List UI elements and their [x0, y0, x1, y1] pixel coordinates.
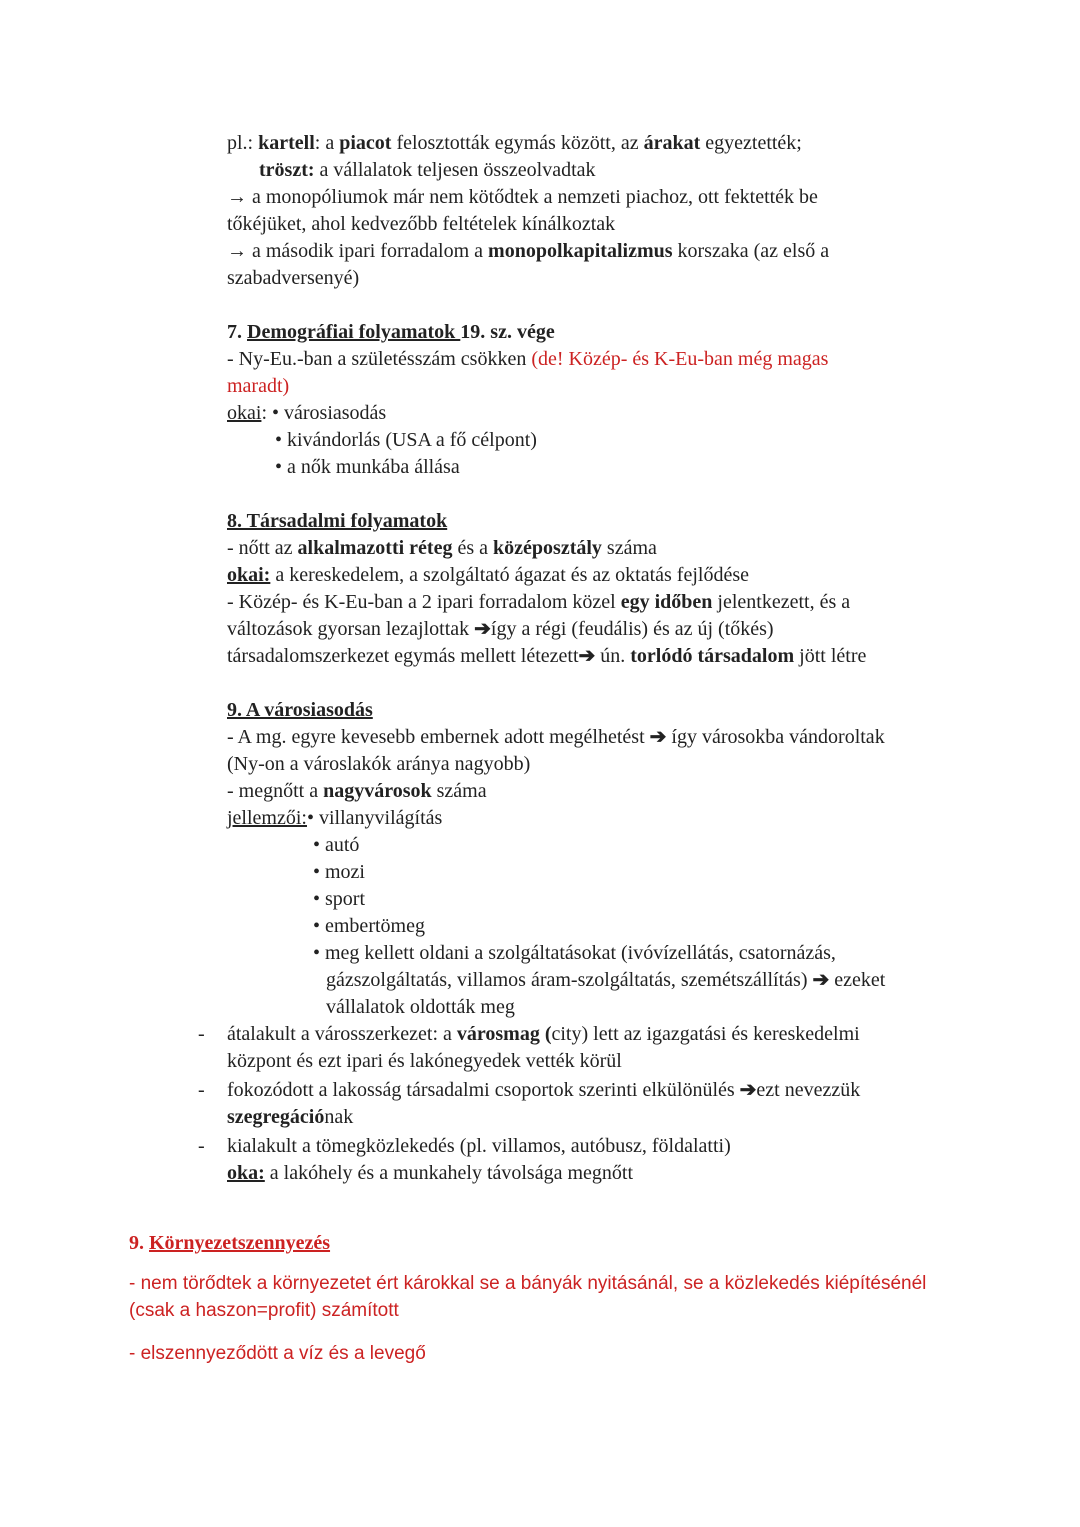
text: jelentkezett, és a [712, 591, 851, 613]
monopoly-line: → a monopóliumok már nem kötődtek a nemzeti piachoz, ott fektették be [227, 186, 818, 208]
causes-item-2: • kivándorlás (USA a fő célpont) [275, 429, 537, 451]
section-title: 9. A városiasodás [227, 699, 373, 721]
section-title: Demográfiai folyamatok [247, 321, 461, 343]
segregation-line-2 [227, 1104, 353, 1131]
cause-label: oka: [227, 1162, 265, 1184]
arrow-right-icon: ➔ [649, 726, 667, 748]
migration-line-2: (Ny-on a városlakók aránya nagyobb) [227, 753, 531, 775]
features-item-4: • sport [313, 888, 366, 910]
text: fokozódott a lakosság társadalmi csoportok szerinti elkülönülés [227, 1079, 740, 1101]
text: száma [601, 537, 657, 559]
pollution-line-2: (csak a haszon=profit) számított [129, 1300, 399, 1321]
text: nak [324, 1106, 354, 1128]
causes-item-1 [227, 400, 386, 427]
section-pollution-heading [129, 1230, 330, 1257]
section-title: Környezetszennyezés [149, 1232, 331, 1254]
features-item-6-cont [326, 967, 885, 994]
term: alkalmazotti réteg [297, 537, 453, 559]
causes-line [227, 562, 749, 589]
term: torlódó társadalom [630, 645, 795, 667]
features-item-6: • meg kellett oldani a szolgáltatásokat (ivóvízellátás, csatornázás, [313, 942, 836, 964]
text: változások gyorsan lezajlottak [227, 618, 475, 640]
term: szegregáció [227, 1106, 325, 1128]
citystructure-line [227, 1021, 860, 1048]
middleclass-line [227, 535, 657, 562]
term-monopolkapitalizmus: monopolkapitalizmus [488, 240, 673, 262]
text: így városokba vándoroltak [666, 726, 885, 748]
migration-line [227, 724, 885, 751]
features-label: jellemzői: [227, 807, 307, 829]
features-item-5: • embertömeg [313, 915, 425, 937]
second-revolution-line [227, 238, 829, 265]
dash-bullet: - [198, 1079, 205, 1101]
arrow-right-icon: ➔ [739, 1079, 757, 1101]
text: társadalomszerkezet egymás mellett létezett [227, 645, 579, 667]
text: átalakult a városszerkezet: a [227, 1023, 457, 1045]
text: city) lett az igazgatási és kereskedelmi [551, 1023, 860, 1045]
term-arakat: árakat [643, 132, 701, 154]
text: a kereskedelem, a szolgáltató ágazat és az oktatás fejlődése [270, 564, 749, 586]
section-number: 9. [129, 1232, 149, 1254]
term-troszt: tröszt: [259, 159, 315, 181]
section-title: 8. Társadalmi folyamatok [227, 510, 448, 532]
term: városmag ( [456, 1023, 552, 1045]
arrow-right-icon: ➔ [578, 645, 596, 667]
cartel-line [227, 130, 802, 157]
text: ezeket [829, 969, 886, 991]
features-item-6-cont-2: vállalatok oldották meg [326, 996, 515, 1018]
text: ezt nevezzük [756, 1079, 861, 1101]
segregation-line [227, 1077, 860, 1104]
pollution-line-3: - elszennyeződött a víz és a levegő [129, 1343, 426, 1364]
text: pl.: [227, 132, 259, 154]
red-note-2: maradt) [227, 375, 290, 397]
bigcities-line [227, 778, 487, 805]
causes-label: okai [227, 402, 262, 424]
east-europe-line-2 [227, 616, 774, 643]
features-item-1 [227, 805, 442, 832]
birthrate-line [227, 346, 828, 373]
text: - Közép- és K-Eu-ban a 2 ipari forradalom közel [227, 591, 621, 613]
text: - Ny-Eu.-ban a születésszám csökken [227, 348, 532, 370]
section-title-tail: 19. sz. vége [460, 321, 555, 343]
text: - A mg. egyre kevesebb embernek adott megélhetést [227, 726, 650, 748]
term-piacot: piacot [339, 132, 392, 154]
term-kartell: kartell [258, 132, 315, 154]
pollution-line-1: - nem törődtek a környezetet ért károkkal se a bányák nyitásánál, se a közlekedés kiépítésénél [129, 1273, 927, 1294]
text: gázszolgáltatás, villamos áram-szolgáltatás, szemétszállítás) [326, 969, 813, 991]
section-7-heading [227, 319, 555, 346]
text: - megnőtt a [227, 780, 324, 802]
text: jött létre [794, 645, 867, 667]
second-revolution-line-2: szabadversenyé) [227, 267, 360, 289]
dash-bullet: - [198, 1023, 205, 1045]
arrow-right-icon: ➔ [474, 618, 491, 640]
causes-item-3: • a nők munkába állása [275, 456, 460, 478]
monopoly-line-2: tőkéjüket, ahol kedvezőbb feltételek kínálkoztak [227, 213, 616, 235]
east-europe-line-3 [227, 643, 866, 670]
text: egyeztették; [700, 132, 802, 154]
trust-line [259, 157, 596, 184]
section-9-heading [227, 697, 373, 724]
text: felosztották egymás között, az [391, 132, 644, 154]
arrow-right-icon: ➔ [812, 969, 830, 991]
text: korszaka (az első a [672, 240, 830, 262]
text: száma [431, 780, 487, 802]
red-note: (de! Közép- és K-Eu-ban még magas [531, 348, 829, 370]
text: és a [452, 537, 494, 559]
transport-line: kialakult a tömegközlekedés (pl. villamos, autóbusz, földalatti) [227, 1135, 731, 1157]
text: • villanyvilágítás [306, 807, 443, 829]
text: a lakóhely és a munkahely távolsága megnőtt [264, 1162, 634, 1184]
term: egy időben [620, 591, 713, 613]
section-number: 7. [227, 321, 247, 343]
text: így a régi (feudális) és az új (tőkés) [490, 618, 774, 640]
section-8-heading [227, 508, 447, 535]
text: - nőtt az [227, 537, 298, 559]
term: nagyvárosok [323, 780, 432, 802]
causes-label: okai: [227, 564, 271, 586]
features-item-2: • autó [313, 834, 360, 856]
east-europe-line [227, 589, 850, 616]
text: ún. [595, 645, 631, 667]
dash-bullet: - [198, 1135, 205, 1157]
transport-line-2 [227, 1160, 633, 1187]
citystructure-line-2: központ és ezt ipari és lakónegyedek vették körül [227, 1050, 622, 1072]
term: középosztály [493, 537, 602, 559]
text: : • városiasodás [261, 402, 387, 424]
text: → a második ipari forradalom a [227, 240, 489, 262]
text: : a [314, 132, 340, 154]
features-item-3: • mozi [313, 861, 365, 883]
text: a vállalatok teljesen összeolvadtak [314, 159, 596, 181]
